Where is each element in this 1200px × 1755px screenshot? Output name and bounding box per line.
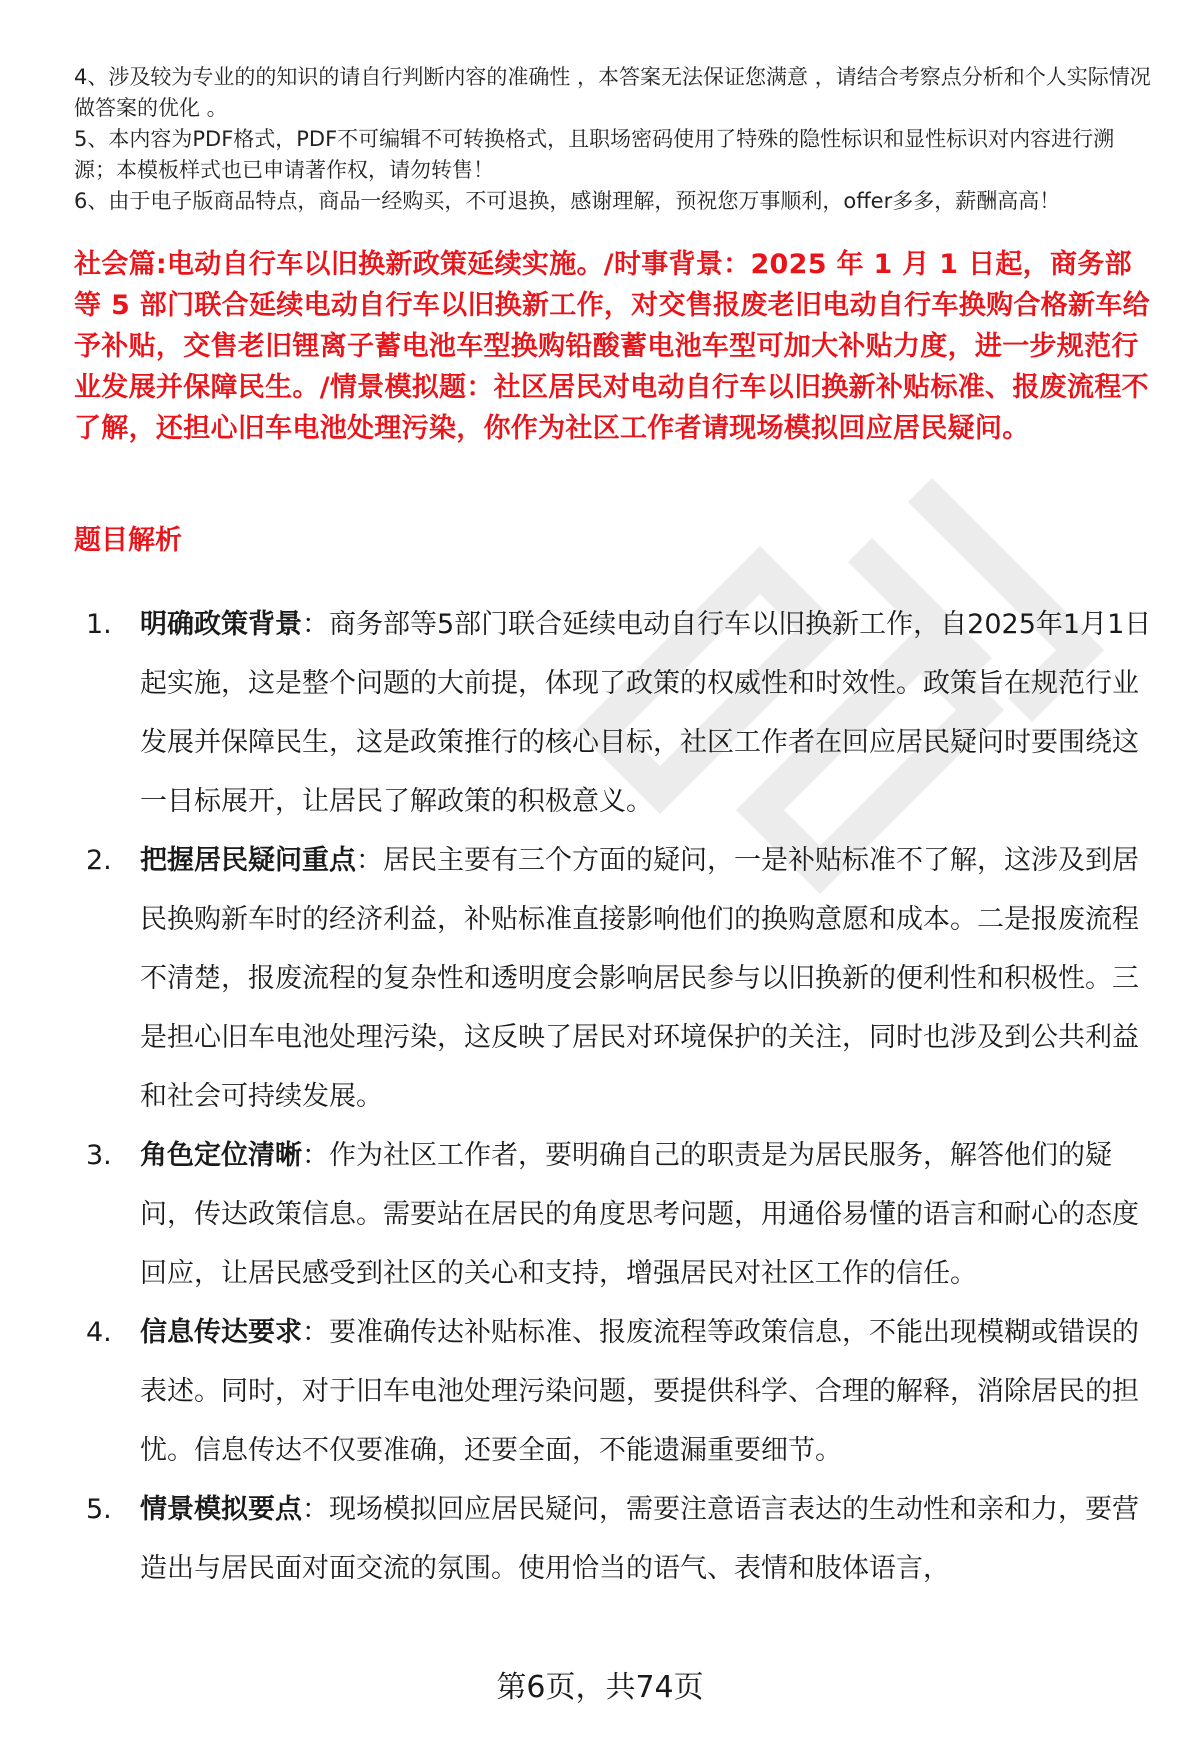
item-heading: 情景模拟要点 bbox=[140, 1494, 302, 1525]
item-text: ：商务部等5部门联合延续电动自行车以旧换新工作，自2025年1月1日起实施，这是整个问题的大前提，体现了政策的权威性和时效性。政策旨在规范行业发展并保障民生，这是政策推行的核心目标，社区工作者在回应居民疑问时要围绕这一目标展开，让居民了解政策的积极意义。 bbox=[140, 609, 1152, 817]
item-text: ：居民主要有三个方面的疑问，一是补贴标准不了解，这涉及到居民换购新车时的经济利益，补贴标准直接影响他们的换购意愿和成本。二是报废流程不清楚，报废流程的复杂性和透明度会影响居民参与以旧换新的便利性和积极性。三是担心旧车电池处理污染，这反映了居民对环境保护的关注，同时也涉及到公共利益和社会可持续发展。 bbox=[140, 845, 1139, 1112]
item-body bbox=[140, 1480, 1164, 1598]
question-text: 社会篇:电动自行车以旧换新政策延续实施。/时事背景：2025 年 1 月 1 日起，商务部等 5 部门联合延续电动自行车以旧换新工作，对交售报废老旧电动自行车换购合格新车给予补贴，交售老旧锂离子蓄电池车型换购铅酸蓄电池车型可加大补贴力度，进一步规范行业发展并保障民生。/情景模拟题：社区居民对电动自行车以旧换新补贴标准、报废流程不了解，还担心旧车电池处理污染，你作为社区工作者请现场模拟回应居民疑问。 bbox=[74, 249, 1150, 444]
item-text: ：作为社区工作者，要明确自己的职责是为居民服务，解答他们的疑问，传达政策信息。需要站在居民的角度思考问题，用通俗易懂的语言和耐心的态度回应，让居民感受到社区的关心和支持，增强居民对社区工作的信任。 bbox=[140, 1140, 1139, 1289]
analysis-list bbox=[74, 595, 1164, 1598]
item-body bbox=[140, 1303, 1164, 1480]
section-title: 题目解析 bbox=[74, 525, 182, 556]
notice-item: 4、涉及较为专业的的知识的请自行判断内容的准确性 ，本答案无法保证您满意 ，请结合考察点分析和个人实际情况做答案的优化 。 bbox=[74, 65, 1151, 120]
analysis-item bbox=[74, 595, 1164, 831]
page-number: 第6页，共74页 bbox=[496, 1670, 704, 1705]
analysis-item bbox=[74, 831, 1164, 1126]
item-heading: 明确政策背景 bbox=[140, 609, 302, 640]
item-body bbox=[140, 831, 1164, 1126]
item-heading: 角色定位清晰 bbox=[140, 1140, 302, 1171]
analysis-item bbox=[74, 1480, 1164, 1598]
item-number: 2. bbox=[86, 845, 112, 876]
item-number: 1. bbox=[86, 609, 112, 640]
item-number: 4. bbox=[86, 1317, 112, 1348]
analysis-item bbox=[74, 1126, 1164, 1303]
item-text: ：现场模拟回应居民疑问，需要注意语言表达的生动性和亲和力，要营造出与居民面对面交流的氛围。使用恰当的语气、表情和肢体语言， bbox=[140, 1494, 1139, 1584]
notice-item: 5、本内容为PDF格式，PDF不可编辑不可转换格式，且职场密码使用了特殊的隐性标识和显性标识对内容进行溯源；本模板样式也已申请著作权，请勿转售！ bbox=[74, 127, 1115, 182]
item-heading: 信息传达要求 bbox=[140, 1317, 302, 1348]
item-body bbox=[140, 595, 1164, 831]
item-number: 5. bbox=[86, 1494, 112, 1525]
notice-item: 6、由于电子版商品特点，商品一经购买，不可退换，感谢理解，预祝您万事顺利，offer多多，薪酬高高！ bbox=[74, 189, 1061, 213]
item-body bbox=[140, 1126, 1164, 1303]
item-heading: 把握居民疑问重点 bbox=[140, 845, 356, 876]
analysis-item bbox=[74, 1303, 1164, 1480]
item-number: 3. bbox=[86, 1140, 112, 1171]
item-text: ：要准确传达补贴标准、报废流程等政策信息，不能出现模糊或错误的表述。同时，对于旧车电池处理污染问题，要提供科学、合理的解释，消除居民的担忧。信息传达不仅要准确，还要全面，不能遗漏重要细节。 bbox=[140, 1317, 1139, 1466]
notice-list bbox=[74, 62, 1154, 217]
